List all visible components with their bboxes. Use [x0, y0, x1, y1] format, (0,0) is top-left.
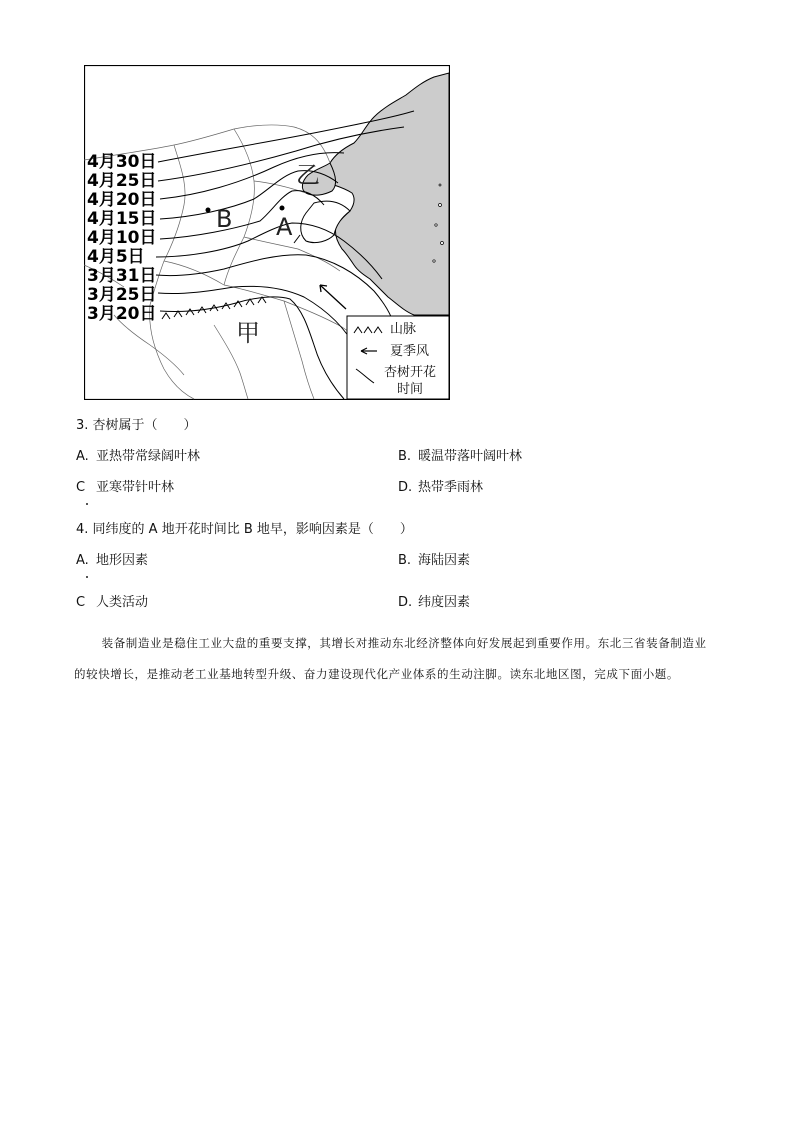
- option-text: 纬度因素: [418, 595, 471, 610]
- legend-mountain-label: 山脉: [390, 322, 417, 337]
- reading-passage: [74, 628, 714, 690]
- option-text: 暖温带落叶阔叶林: [418, 449, 523, 464]
- label-yi: 乙: [296, 161, 320, 189]
- label-jia: 甲: [236, 319, 260, 347]
- passage-text: 装备制造业是稳住工业大盘的重要支撑，其增长对推动东北经济整体向好发展起到重要作用。东北三省装备制造业的较快增长，是推动老工业基地转型升级、奋力建设现代化产业体系的生动注脚。读东北地区图，完成下面小题。: [74, 636, 707, 681]
- option-text: 人类活动: [96, 595, 149, 610]
- option-text: 热带季雨林: [418, 480, 484, 495]
- option-letter: C: [76, 480, 86, 495]
- point-a-dot: [280, 206, 285, 211]
- isoline-label: 4月20日: [87, 190, 157, 210]
- isoline-labels: [87, 152, 157, 324]
- legend-wind-label: 夏季风: [390, 344, 430, 359]
- option-text: 亚热带常绿阔叶林: [96, 449, 201, 464]
- question-3-option-c[interactable]: [76, 480, 174, 496]
- point-b-dot: [206, 208, 211, 213]
- isoline-label: 4月25日: [87, 171, 157, 191]
- apricot-bloom-map: [84, 65, 450, 400]
- question-4-option-a[interactable]: [76, 553, 148, 569]
- question-4-option-c[interactable]: [76, 595, 148, 611]
- isoline-label: 3月25日: [87, 285, 157, 305]
- isoline-label: 4月30日: [87, 152, 157, 172]
- map-svg: [84, 65, 450, 400]
- scan-dot: [86, 503, 88, 505]
- label-a: A: [276, 213, 293, 241]
- option-letter: D.: [398, 480, 413, 495]
- question-3-option-a[interactable]: [76, 449, 200, 465]
- question-4-stem: 4. 同纬度的 A 地开花时间比 B 地早，影响因素是（ ）: [76, 522, 413, 537]
- isoline-label: 4月10日: [87, 228, 157, 248]
- question-3-option-d[interactable]: [398, 480, 483, 496]
- option-letter: A.: [76, 553, 89, 568]
- option-letter: A.: [76, 449, 89, 464]
- question-3-stem: 3. 杏树属于（ ）: [76, 418, 197, 433]
- isoline-label: 3月31日: [87, 266, 157, 286]
- isoline-label: 3月20日: [87, 304, 157, 324]
- scan-dot: [86, 576, 88, 578]
- option-text: 地形因素: [96, 553, 149, 568]
- label-b: B: [216, 205, 233, 233]
- option-text: 亚寒带针叶林: [96, 480, 175, 495]
- option-letter: B.: [398, 449, 412, 464]
- isoline-label: 4月5日: [87, 247, 145, 267]
- legend-isoline-label-2: 时间: [397, 382, 424, 397]
- isoline-label: 4月15日: [87, 209, 157, 229]
- option-letter: C: [76, 595, 86, 610]
- legend-isoline-label-1: 杏树开花: [384, 365, 437, 380]
- option-letter: B.: [398, 553, 412, 568]
- question-3-option-b[interactable]: [398, 449, 522, 465]
- question-4-option-b[interactable]: [398, 553, 470, 569]
- option-text: 海陆因素: [418, 553, 471, 568]
- question-4-option-d[interactable]: [398, 595, 470, 611]
- option-letter: D.: [398, 595, 413, 610]
- map-legend: [347, 316, 449, 399]
